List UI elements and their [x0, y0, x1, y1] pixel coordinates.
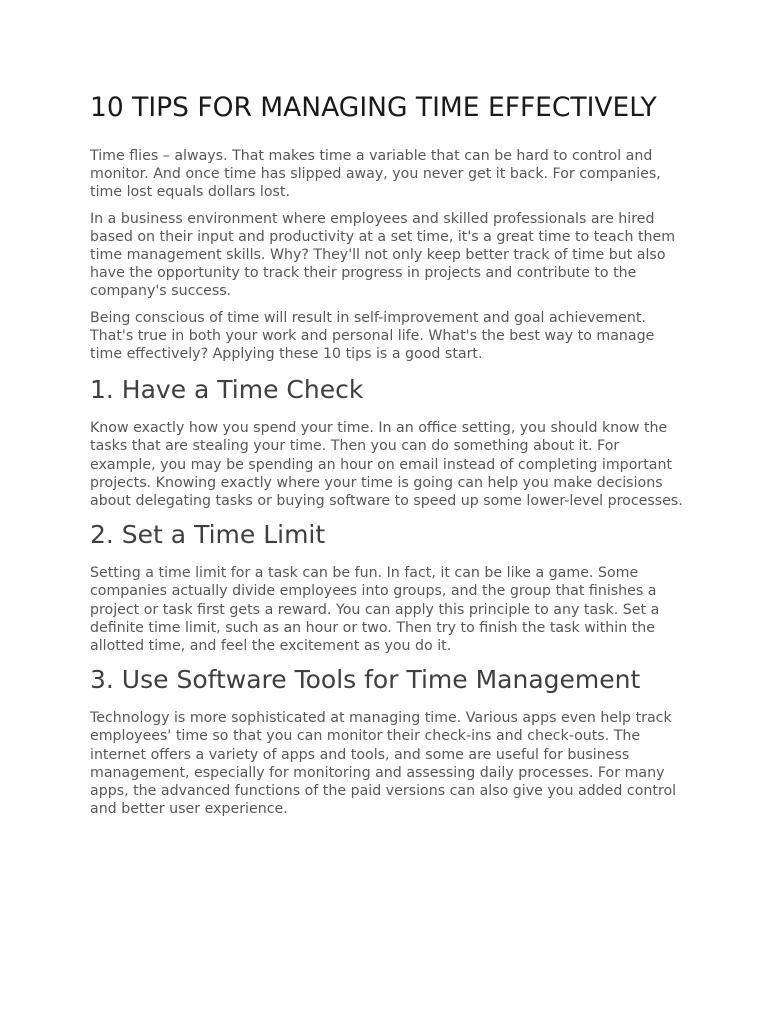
section-body-3: Technology is more sophisticated at managing time. Various apps even help track employees' time so that you can monitor their check-ins and check-outs. The internet offers a variety of apps and tools, and some are useful for business management, especially for monitoring and assessing daily processes. For many apps, the advanced functions of the paid versions can also give you added control and better user experience. [90, 710, 677, 818]
section-heading-3: 3. Use Software Tools for Time Management [90, 665, 641, 695]
document-title: 10 TIPS FOR MANAGING TIME EFFECTIVELY [90, 92, 657, 123]
section-body-1: Know exactly how you spend your time. In an office setting, you should know the tasks that are stealing your time. Then you can do something about it. For example, you may be spending an hour on email instead of completing important projects. Knowing exactly where your time is going can help you make decisions about delegating tasks or buying software to speed up some lower-level processes. [90, 420, 683, 510]
intro-paragraph-2: In a business environment where employees and skilled professionals are hired based on their input and productivity at a set time, it's a great time to teach them time management skills. Why? They'll not only keep better track of time but also have the opportunity to track their progress in projects and contribute to the company's success. [90, 210, 676, 300]
intro-paragraph-3: Being conscious of time will result in self-improvement and goal achievement. That's true in both your work and personal life. What's the best way to manage time effectively? Applying these 10 tips is a good start. [90, 309, 655, 363]
section-heading-1: 1. Have a Time Check [90, 375, 364, 405]
intro-paragraph-1: Time flies – always. That makes time a variable that can be hard to control and monitor. And once time has slipped away, you never get it back. For companies, time lost equals dollars lost. [90, 148, 661, 201]
section-body-2: Setting a time limit for a task can be fun. In fact, it can be like a game. Some companies actually divide employees into groups, and the group that finishes a project or task first gets a reward. You can apply this principle to any task. Set a definite time limit, such as an hour or two. Then try to finish the task within the allotted time, and feel the excitement as you do it. [90, 565, 660, 655]
section-heading-2: 2. Set a Time Limit [90, 520, 326, 550]
